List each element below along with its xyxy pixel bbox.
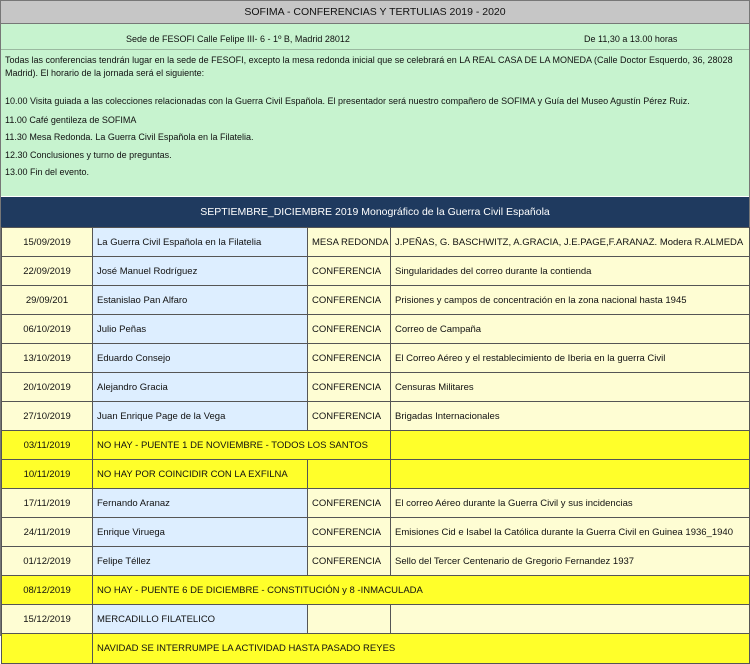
table-row — [2, 228, 750, 257]
event-topic: Emisiones Cid e Isabel la Católica durante la Guerra Civil en Guinea 1936_1940 — [391, 518, 750, 547]
table-row — [2, 605, 750, 634]
event-date: 01/12/2019 — [2, 547, 93, 576]
holiday-date: 08/12/2019 — [2, 576, 93, 605]
holiday-note: NO HAY POR COINCIDIR CON LA EXFILNA — [93, 460, 308, 489]
schedule-item: 12.30 Conclusiones y turno de preguntas. — [5, 150, 172, 160]
event-date: 15/12/2019 — [2, 605, 93, 634]
event-speaker: La Guerra Civil Española en la Filatelia — [93, 228, 308, 257]
empty-cell — [2, 634, 93, 664]
event-date: 24/11/2019 — [2, 518, 93, 547]
event-speaker: Estanislao Pan Alfaro — [93, 286, 308, 315]
schedule-item: 11.00 Café gentileza de SOFIMA — [5, 115, 137, 125]
event-type: CONFERENCIA — [308, 344, 391, 373]
event-type: CONFERENCIA — [308, 518, 391, 547]
empty-cell — [308, 460, 391, 489]
event-topic: Singularidades del correo durante la contienda — [391, 257, 750, 286]
table-row — [2, 518, 750, 547]
event-date: 27/10/2019 — [2, 402, 93, 431]
table-row — [2, 402, 750, 431]
event-topic: El correo Aéreo durante la Guerra Civil y sus incidencias — [391, 489, 750, 518]
event-topic: Prisiones y campos de concentración en la zona nacional hasta 1945 — [391, 286, 750, 315]
event-date: 13/10/2019 — [2, 344, 93, 373]
holiday-row — [2, 431, 750, 460]
empty-cell — [391, 460, 750, 489]
holiday-row — [2, 460, 750, 489]
intro-section — [1, 24, 749, 196]
event-topic: El Correo Aéreo y el restablecimiento de Iberia en la guerra Civil — [391, 344, 750, 373]
holiday-row — [2, 576, 750, 605]
event-type: CONFERENCIA — [308, 315, 391, 344]
event-date: 15/09/2019 — [2, 228, 93, 257]
event-speaker: Enrique Viruega — [93, 518, 308, 547]
schedule-item: 13.00 Fin del evento. — [5, 167, 90, 177]
holiday-note: NO HAY - PUENTE 1 DE NOVIEMBRE - TODOS LOS SANTOS — [93, 431, 391, 460]
event-type: CONFERENCIA — [308, 402, 391, 431]
event-topic: Brigadas Internacionales — [391, 402, 750, 431]
schedule-item: 10.00 Visita guiada a las colecciones relacionadas con la Guerra Civil Española. El presentador será nuestro compañero de SOFIMA y Guía del Museo Agustín Pérez Ruiz. — [5, 96, 690, 106]
event-topic: Correo de Campaña — [391, 315, 750, 344]
event-type: MESA REDONDA — [308, 228, 391, 257]
event-date: 17/11/2019 — [2, 489, 93, 518]
event-type: CONFERENCIA — [308, 489, 391, 518]
holiday-note: NO HAY - PUENTE 6 DE DICIEMBRE - CONSTITUCIÓN y 8 -INMACULADA — [93, 576, 750, 605]
schedule-item: 11.30 Mesa Redonda. La Guerra Civil Española en la Filatelia. — [5, 132, 254, 142]
venue-address: Sede de FESOFI Calle Felipe III- 6 - 1º B, Madrid 28012 — [126, 34, 350, 44]
holiday-row — [2, 634, 750, 664]
event-topic: Sello del Tercer Centenario de Gregorio Fernandez 1937 — [391, 547, 750, 576]
document-title: SOFIMA - CONFERENCIAS Y TERTULIAS 2019 - 2020 — [1, 1, 749, 24]
event-topic: Censuras Militares — [391, 373, 750, 402]
event-speaker: Felipe Téllez — [93, 547, 308, 576]
table-row — [2, 373, 750, 402]
event-type: CONFERENCIA — [308, 373, 391, 402]
event-speaker: MERCADILLO FILATELICO — [93, 605, 308, 634]
table-row — [2, 344, 750, 373]
event-date: 29/09/201 — [2, 286, 93, 315]
intro-paragraph: Todas las conferencias tendrán lugar en la sede de FESOFI, excepto la mesa redonda inicial que se celebrará en LA REAL CASA DE LA MONEDA (Calle Doctor Esquerdo, 36, 28028 Madrid). El horario de la jornada será el siguiente: — [5, 55, 733, 78]
event-speaker: José Manuel Rodríguez — [93, 257, 308, 286]
event-topic: J.PEÑAS, G. BASCHWITZ, A.GRACIA, J.E.PAGE,F.ARANAZ. Modera R.ALMEDA — [391, 228, 750, 257]
event-type: CONFERENCIA — [308, 547, 391, 576]
event-speaker: Fernando Aranaz — [93, 489, 308, 518]
table-row — [2, 489, 750, 518]
event-speaker: Juan Enrique Page de la Vega — [93, 402, 308, 431]
table-row — [2, 547, 750, 576]
holiday-date: 10/11/2019 — [2, 460, 93, 489]
table-row — [2, 257, 750, 286]
event-speaker: Alejandro Gracia — [93, 373, 308, 402]
table-row — [2, 315, 750, 344]
event-date: 20/10/2019 — [2, 373, 93, 402]
empty-cell — [391, 431, 750, 460]
event-speaker: Eduardo Consejo — [93, 344, 308, 373]
empty-cell — [391, 605, 750, 634]
event-type: CONFERENCIA — [308, 257, 391, 286]
event-date: 06/10/2019 — [2, 315, 93, 344]
event-speaker: Julio Peñas — [93, 315, 308, 344]
period-banner: SEPTIEMBRE_DICIEMBRE 2019 Monográfico de la Guerra Civil Española — [1, 197, 749, 227]
events-table — [1, 227, 750, 664]
event-type: CONFERENCIA — [308, 286, 391, 315]
divider — [1, 49, 749, 50]
holiday-note: NAVIDAD SE INTERRUMPE LA ACTIVIDAD HASTA PASADO REYES — [93, 634, 750, 664]
table-row — [2, 286, 750, 315]
holiday-date: 03/11/2019 — [2, 431, 93, 460]
empty-cell — [308, 605, 391, 634]
event-date: 22/09/2019 — [2, 257, 93, 286]
session-hours: De 11,30 a 13.00 horas — [584, 34, 678, 44]
